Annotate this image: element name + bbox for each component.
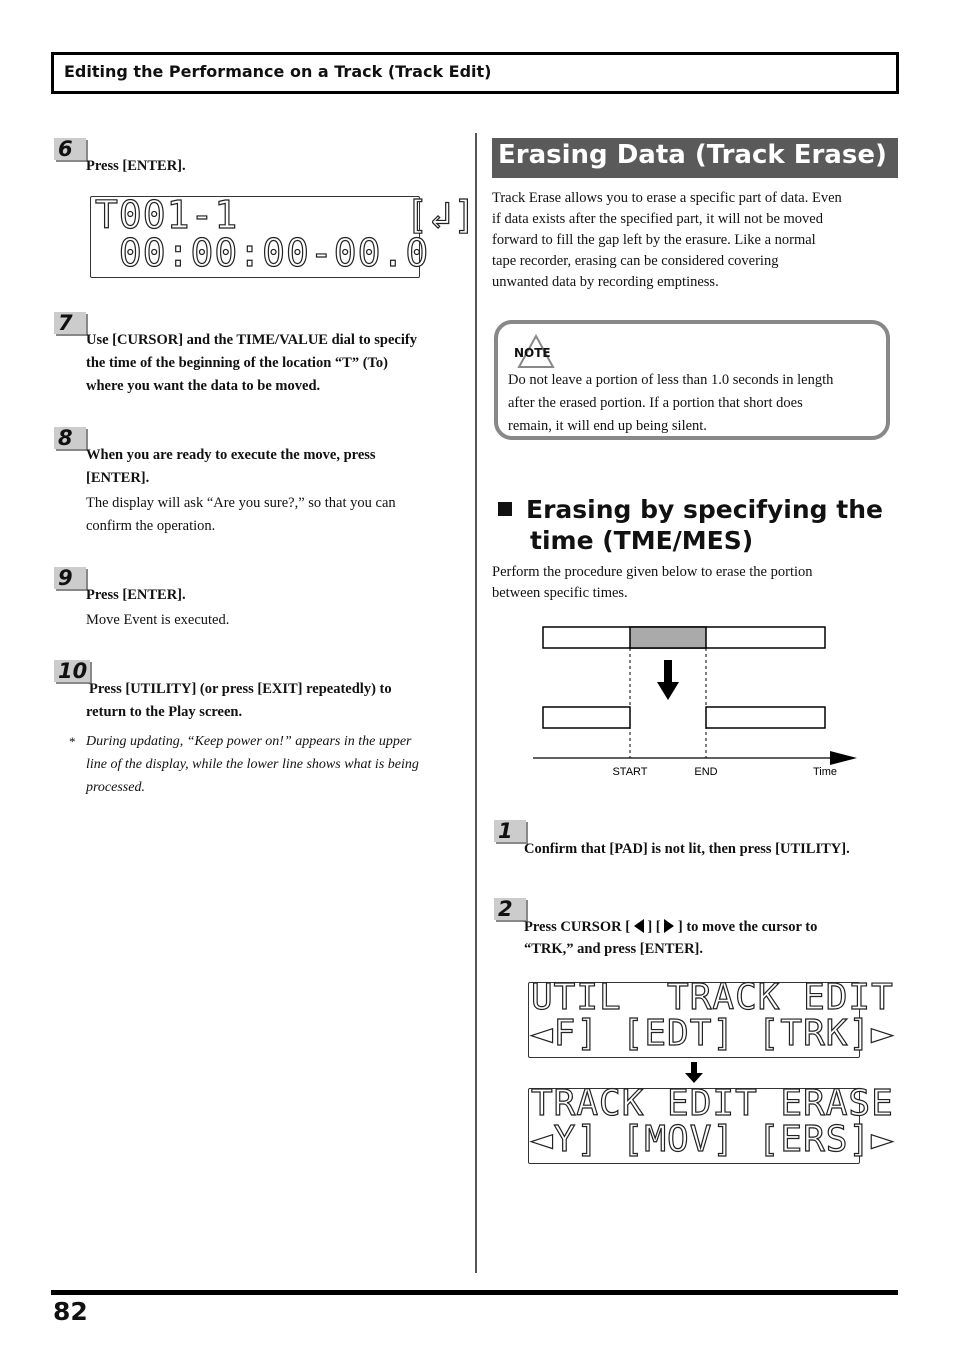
lcd-erase-line-1: TRACK EDIT ERASE bbox=[531, 1083, 894, 1124]
step-2-pre: Press CURSOR [ bbox=[524, 919, 631, 935]
step-10-number: 10 bbox=[54, 660, 90, 682]
subheading bbox=[498, 494, 883, 556]
lcd-erase-line-2: ◄Y] [MOV] [ERS]► bbox=[531, 1119, 894, 1160]
subheading-line-2: time (TME/MES) bbox=[530, 526, 754, 555]
step-10-line-1: Press [UTILITY] (or press [EXIT] repeatedly) to bbox=[89, 681, 392, 697]
sub-intro-line-2: between specific times. bbox=[492, 585, 628, 601]
lcd-transition-arrow-icon bbox=[684, 1062, 704, 1084]
step-8-body-1: The display will ask “Are you sure?,” so that you can bbox=[86, 495, 396, 511]
lcd-util-line-1: UTIL TRACK EDIT bbox=[531, 977, 894, 1018]
lcd-line-1: T001-1 [↲] bbox=[95, 193, 478, 237]
data-bar-after-right bbox=[706, 707, 825, 728]
start-label: START bbox=[612, 766, 648, 778]
note-label: NOTE bbox=[514, 346, 551, 360]
step-7-number: 7 bbox=[54, 312, 86, 334]
bullet-square-icon bbox=[498, 502, 512, 516]
time-label: Time bbox=[812, 766, 838, 778]
footnote-mark: * bbox=[69, 734, 76, 749]
footer-rule bbox=[51, 1290, 898, 1295]
erase-diagram bbox=[530, 620, 870, 785]
intro-line-5: unwanted data by recording emptiness. bbox=[492, 274, 719, 290]
step-6-number: 6 bbox=[54, 138, 86, 160]
header-title: Editing the Performance on a Track (Track Edit) bbox=[64, 62, 492, 81]
lcd-display-erase bbox=[528, 1083, 894, 1164]
sub-intro-line-1: Perform the procedure given below to erase the portion bbox=[492, 564, 813, 580]
step-8-body-2: confirm the operation. bbox=[86, 518, 216, 534]
header-box bbox=[51, 52, 899, 94]
step-9-text: Press [ENTER]. bbox=[86, 587, 186, 603]
lcd-line-2: 00:00:00-00.0 bbox=[95, 231, 430, 275]
intro-line-3: forward to fill the gap left by the erasure. Like a normal bbox=[492, 232, 816, 248]
footnote-line-3: processed. bbox=[86, 780, 145, 795]
end-label: END bbox=[694, 766, 718, 778]
note-box bbox=[494, 320, 890, 440]
right-step-1-number: 1 bbox=[494, 820, 526, 842]
axis-arrow-icon bbox=[830, 751, 857, 765]
lcd-util-line-2: ◄F] [EDT] [TRK]► bbox=[531, 1013, 894, 1054]
lcd-display-util bbox=[528, 977, 894, 1058]
step-7-line-3: where you want the data to be moved. bbox=[86, 378, 321, 394]
step-10-line-2: return to the Play screen. bbox=[86, 704, 243, 720]
step-7-line-2: the time of the beginning of the location “T” (To) bbox=[86, 355, 388, 371]
right-step-1-text: Confirm that [PAD] is not lit, then press [UTILITY]. bbox=[524, 841, 850, 857]
step-8-line-2: [ENTER]. bbox=[86, 470, 150, 486]
intro-line-4: tape recorder, erasing can be considered covering bbox=[492, 253, 779, 269]
step-9-body: Move Event is executed. bbox=[86, 612, 230, 628]
right-step-2-number: 2 bbox=[494, 898, 526, 920]
section-title: Erasing Data (Track Erase) bbox=[498, 140, 887, 170]
column-divider bbox=[475, 133, 477, 1273]
section-title-bar bbox=[492, 138, 898, 178]
step-8-line-1: When you are ready to execute the move, press bbox=[86, 447, 376, 463]
right-step-2-line-1 bbox=[524, 916, 817, 939]
note-line-3: remain, it will end up being silent. bbox=[508, 418, 707, 434]
step-6-text: Press [ENTER]. bbox=[86, 158, 186, 174]
step-2-post: ] to move the cursor to bbox=[677, 919, 818, 935]
subheading-line-1: Erasing by specifying the bbox=[526, 495, 883, 524]
cursor-right-icon bbox=[664, 919, 674, 933]
note-line-2: after the erased portion. If a portion that short does bbox=[508, 395, 803, 411]
footnote-line-2: line of the display, while the lower line shows what is being bbox=[86, 757, 419, 772]
step-8-number: 8 bbox=[54, 427, 86, 449]
intro-line-2: if data exists after the specified part, it will not be moved bbox=[492, 211, 823, 227]
intro-line-1: Track Erase allows you to erase a specific part of data. Even bbox=[492, 190, 842, 206]
data-bar-after-left bbox=[543, 707, 630, 728]
cursor-left-icon bbox=[634, 919, 644, 933]
note-line-1: Do not leave a portion of less than 1.0 seconds in length bbox=[508, 372, 834, 388]
erase-region bbox=[630, 627, 706, 648]
step-7-line-1: Use [CURSOR] and the TIME/VALUE dial to specify bbox=[86, 332, 417, 348]
step-9-number: 9 bbox=[54, 567, 86, 589]
down-arrow-icon bbox=[657, 660, 679, 700]
lcd-display-time bbox=[90, 193, 478, 278]
footnote-line-1: During updating, “Keep power on!” appears in the upper bbox=[86, 734, 412, 749]
page-number: 82 bbox=[53, 1297, 88, 1326]
step-2-mid: ] [ bbox=[647, 919, 661, 935]
right-step-2-line-2: “TRK,” and press [ENTER]. bbox=[524, 941, 703, 957]
